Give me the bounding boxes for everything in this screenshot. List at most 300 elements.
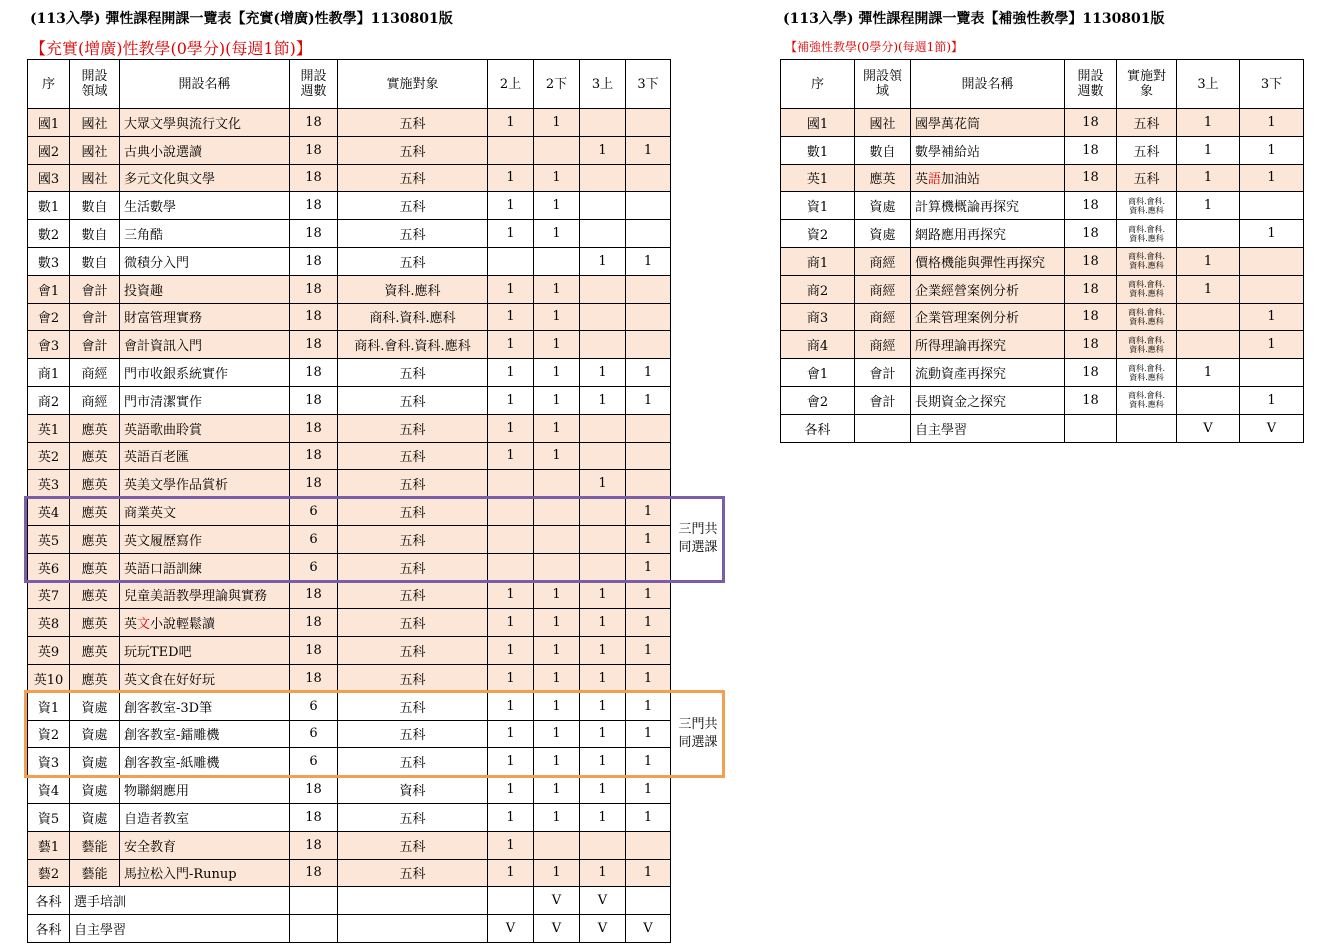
cell-weeks: 6 xyxy=(290,692,338,720)
cell-weeks: 18 xyxy=(290,109,338,137)
cell-weeks: 18 xyxy=(290,220,338,248)
cell-seq: 國3 xyxy=(28,164,70,192)
table-row xyxy=(28,220,671,248)
cell-name: 創客教室-紙雕機 xyxy=(120,748,290,776)
cell-2a: 1 xyxy=(488,637,534,665)
cell-weeks: 6 xyxy=(290,748,338,776)
right-title: (113入學) 彈性課程開課一覽表【補強性教學】1130801版 xyxy=(783,11,1165,27)
cell-2b: 1 xyxy=(534,692,580,720)
header-3a: 3上 xyxy=(1177,60,1240,109)
cell-target: 五科 xyxy=(338,164,488,192)
cell-3a: 1 xyxy=(580,359,626,387)
cell-weeks: 18 xyxy=(290,859,338,887)
cell-name: 流動資產再探究 xyxy=(911,359,1065,387)
cell-weeks: 18 xyxy=(290,331,338,359)
cell-3b: 1 xyxy=(626,498,671,526)
cell-target: 商科.會科. 資科.應科 xyxy=(1117,275,1177,303)
cell-2a xyxy=(488,470,534,498)
cell-3b xyxy=(626,109,671,137)
cell-2b: 1 xyxy=(534,220,580,248)
cell-seq: 數1 xyxy=(781,136,855,164)
cell-target: 五科 xyxy=(338,637,488,665)
table-row xyxy=(781,192,1304,220)
cell-3b: 1 xyxy=(1240,386,1304,414)
left-title: (113入學) 彈性課程開課一覽表【充實(增廣)性教學】1130801版 xyxy=(30,11,453,27)
cell-domain: 數自 xyxy=(70,220,120,248)
cell-name: 價格機能與彈性再探究 xyxy=(911,247,1065,275)
cell-domain: 會計 xyxy=(855,359,911,387)
cell-weeks: 18 xyxy=(290,470,338,498)
cell-3a: V xyxy=(580,887,626,915)
cell-target: 商科.會科. 資科.應科 xyxy=(1117,247,1177,275)
cell-3a xyxy=(580,192,626,220)
cell-seq: 各科 xyxy=(28,887,70,915)
cell-seq: 商2 xyxy=(781,275,855,303)
cell-2a: 1 xyxy=(488,442,534,470)
cell-3a xyxy=(580,303,626,331)
cell-seq: 會3 xyxy=(28,331,70,359)
cell-weeks: 18 xyxy=(1065,136,1117,164)
group-note-purple: 三門共 同選課 xyxy=(678,522,718,556)
header-weeks: 開設 週數 xyxy=(1065,60,1117,109)
cell-name: 多元文化與文學 xyxy=(120,164,290,192)
cell-seq: 商3 xyxy=(781,303,855,331)
table-row xyxy=(28,831,671,859)
table-row xyxy=(28,803,671,831)
cell-2a: 1 xyxy=(488,692,534,720)
cell-domain: 數自 xyxy=(70,192,120,220)
cell-3b: 1 xyxy=(1240,136,1304,164)
cell-3a: 1 xyxy=(1177,247,1240,275)
header-domain: 開設領 域 xyxy=(855,60,911,109)
cell-2a xyxy=(488,887,534,915)
cell-name: 英語百老匯 xyxy=(120,442,290,470)
cell-weeks: 18 xyxy=(290,664,338,692)
cell-domain: 應英 xyxy=(70,609,120,637)
cell-target: 五科 xyxy=(338,192,488,220)
cell-target: 五科 xyxy=(1117,164,1177,192)
cell-3a xyxy=(1177,220,1240,248)
header-weeks: 開設 週數 xyxy=(290,60,338,109)
cell-domain: 應英 xyxy=(70,442,120,470)
cell-target: 五科 xyxy=(338,720,488,748)
cell-name: 微積分入門 xyxy=(120,247,290,275)
cell-weeks: 18 xyxy=(1065,109,1117,137)
cell-domain: 資處 xyxy=(70,720,120,748)
cell-seq: 商1 xyxy=(781,247,855,275)
table-row xyxy=(28,859,671,887)
cell-2b: 1 xyxy=(534,303,580,331)
table-header-row xyxy=(781,60,1304,109)
cell-3a: 1 xyxy=(580,386,626,414)
header-3a: 3上 xyxy=(580,60,626,109)
cell-3b xyxy=(626,164,671,192)
cell-name: 生活數學 xyxy=(120,192,290,220)
cell-3b: 1 xyxy=(626,692,671,720)
table-row xyxy=(781,414,1304,442)
cell-seq: 會2 xyxy=(28,303,70,331)
cell-2b: 1 xyxy=(534,803,580,831)
cell-3a: 1 xyxy=(580,859,626,887)
cell-target: 五科 xyxy=(338,525,488,553)
cell-weeks: 18 xyxy=(290,609,338,637)
cell-weeks: 6 xyxy=(290,720,338,748)
cell-domain: 國社 xyxy=(70,136,120,164)
table-row xyxy=(781,331,1304,359)
cell-target: 五科 xyxy=(338,581,488,609)
cell-3b xyxy=(626,887,671,915)
cell-2b xyxy=(534,247,580,275)
cell-seq: 英1 xyxy=(781,164,855,192)
cell-2b: 1 xyxy=(534,664,580,692)
right-subtitle: 【補強性教學(0學分)(每週1節)】 xyxy=(785,40,963,54)
cell-2b: 1 xyxy=(534,164,580,192)
cell-3a: 1 xyxy=(1177,109,1240,137)
cell-weeks: 18 xyxy=(1065,164,1117,192)
cell-name: 計算機概論再探究 xyxy=(911,192,1065,220)
cell-3b: 1 xyxy=(626,720,671,748)
cell-3a xyxy=(580,220,626,248)
cell-3b xyxy=(626,331,671,359)
header-target: 實施對象 xyxy=(338,60,488,109)
cell-weeks: 18 xyxy=(1065,359,1117,387)
cell-domain: 會計 xyxy=(70,303,120,331)
cell-3a: 1 xyxy=(580,720,626,748)
cell-2b: 1 xyxy=(534,859,580,887)
cell-seq: 英5 xyxy=(28,525,70,553)
cell-name: 投資趣 xyxy=(120,275,290,303)
cell-seq: 各科 xyxy=(781,414,855,442)
cell-domain xyxy=(855,414,911,442)
cell-domain: 應英 xyxy=(855,164,911,192)
cell-3a xyxy=(580,442,626,470)
cell-3b: 1 xyxy=(626,637,671,665)
cell-target: 五科 xyxy=(338,414,488,442)
cell-2a xyxy=(488,247,534,275)
cell-target: 五科 xyxy=(338,692,488,720)
cell-3b: 1 xyxy=(626,803,671,831)
cell-name: 英文食在好好玩 xyxy=(120,664,290,692)
cell-3a: 1 xyxy=(580,470,626,498)
cell-3b: V xyxy=(1240,414,1304,442)
cell-target: 五科 xyxy=(1117,109,1177,137)
cell-3a: 1 xyxy=(580,609,626,637)
table-row xyxy=(28,109,671,137)
cell-name: 商業英文 xyxy=(120,498,290,526)
cell-3b xyxy=(1240,359,1304,387)
cell-seq: 資4 xyxy=(28,776,70,804)
cell-domain: 會計 xyxy=(70,331,120,359)
cell-3a: V xyxy=(580,915,626,943)
cell-2a: 1 xyxy=(488,331,534,359)
cell-domain: 商經 xyxy=(855,247,911,275)
header-2b: 2下 xyxy=(534,60,580,109)
table-row xyxy=(28,664,671,692)
cell-name: 馬拉松入門-Runup xyxy=(120,859,290,887)
cell-target: 五科 xyxy=(338,803,488,831)
cell-domain: 資處 xyxy=(70,692,120,720)
cell-seq: 資2 xyxy=(28,720,70,748)
cell-target: 五科 xyxy=(338,470,488,498)
cell-domain: 國社 xyxy=(70,109,120,137)
cell-name: 英語口語訓練 xyxy=(120,553,290,581)
cell-3b: 1 xyxy=(626,136,671,164)
cell-name: 長期資金之探究 xyxy=(911,386,1065,414)
cell-target: 資科.應科 xyxy=(338,275,488,303)
cell-2a: 1 xyxy=(488,720,534,748)
cell-domain: 藝能 xyxy=(70,831,120,859)
cell-3b: 1 xyxy=(626,359,671,387)
table-row xyxy=(28,414,671,442)
cell-domain: 應英 xyxy=(70,637,120,665)
cell-target: 五科 xyxy=(338,553,488,581)
cell-2b xyxy=(534,470,580,498)
cell-seq: 藝1 xyxy=(28,831,70,859)
cell-name: 英語歌曲聆賞 xyxy=(120,414,290,442)
cell-weeks: 18 xyxy=(1065,386,1117,414)
header-3b: 3下 xyxy=(1240,60,1304,109)
cell-3b: 1 xyxy=(626,859,671,887)
cell-seq: 英2 xyxy=(28,442,70,470)
table-row xyxy=(28,887,671,915)
cell-name: 兒童美語教學理論與實務 xyxy=(120,581,290,609)
purple-group-box xyxy=(24,496,725,583)
cell-target: 五科 xyxy=(338,859,488,887)
cell-2a: 1 xyxy=(488,776,534,804)
cell-target: 五科 xyxy=(338,748,488,776)
cell-3b: 1 xyxy=(626,664,671,692)
cell-name: 英文小說輕鬆讀 xyxy=(120,609,290,637)
cell-3a xyxy=(580,331,626,359)
cell-2b: 1 xyxy=(534,581,580,609)
cell-domain: 商經 xyxy=(855,303,911,331)
remedial-course-table xyxy=(780,59,1304,443)
table-row xyxy=(28,386,671,414)
cell-3a xyxy=(1177,303,1240,331)
table-header-row xyxy=(28,60,671,109)
cell-2b: 1 xyxy=(534,386,580,414)
cell-seq: 英4 xyxy=(28,498,70,526)
cell-weeks: 18 xyxy=(290,303,338,331)
cell-domain: 應英 xyxy=(70,581,120,609)
cell-weeks: 18 xyxy=(1065,331,1117,359)
cell-target: 五科 xyxy=(1117,136,1177,164)
cell-seq: 數2 xyxy=(28,220,70,248)
cell-target: 商科.會科. 資科.應科 xyxy=(1117,359,1177,387)
cell-3b xyxy=(1240,275,1304,303)
cell-3a xyxy=(1177,331,1240,359)
cell-2a: 1 xyxy=(488,831,534,859)
cell-name: 門市收銀系統實作 xyxy=(120,359,290,387)
cell-2b: 1 xyxy=(534,748,580,776)
cell-target xyxy=(338,915,488,943)
cell-3b: 1 xyxy=(626,247,671,275)
cell-name: 英美文學作品賞析 xyxy=(120,470,290,498)
cell-seq: 各科 xyxy=(28,915,70,943)
cell-target: 商科.資科.應科 xyxy=(338,303,488,331)
cell-2a: 1 xyxy=(488,303,534,331)
cell-target: 五科 xyxy=(338,109,488,137)
cell-2a: 1 xyxy=(488,609,534,637)
cell-3b xyxy=(626,220,671,248)
cell-3a: 1 xyxy=(580,692,626,720)
cell-weeks: 6 xyxy=(290,498,338,526)
cell-weeks: 18 xyxy=(290,442,338,470)
cell-seq: 英8 xyxy=(28,609,70,637)
table-row xyxy=(781,359,1304,387)
cell-name: 國學萬花筒 xyxy=(911,109,1065,137)
cell-2a: 1 xyxy=(488,164,534,192)
group-note-orange: 三門共 同選課 xyxy=(678,716,718,750)
cell-seq: 藝2 xyxy=(28,859,70,887)
cell-name: 數學補給站 xyxy=(911,136,1065,164)
cell-seq: 商1 xyxy=(28,359,70,387)
cell-3a: 1 xyxy=(580,136,626,164)
cell-3b: 1 xyxy=(1240,109,1304,137)
cell-3b xyxy=(626,192,671,220)
cell-domain: 數自 xyxy=(855,136,911,164)
cell-3a: 1 xyxy=(1177,275,1240,303)
table-row xyxy=(28,331,671,359)
cell-seq: 資1 xyxy=(28,692,70,720)
cell-3b xyxy=(1240,247,1304,275)
cell-2b: 1 xyxy=(534,414,580,442)
table-row xyxy=(28,247,671,275)
table-row xyxy=(781,136,1304,164)
cell-domain: 應英 xyxy=(70,470,120,498)
cell-2a: 1 xyxy=(488,275,534,303)
header-seq: 序 xyxy=(781,60,855,109)
table-row xyxy=(28,359,671,387)
cell-3b: 1 xyxy=(626,553,671,581)
cell-domain: 數自 xyxy=(70,247,120,275)
cell-target: 五科 xyxy=(338,664,488,692)
cell-name: 物聯網應用 xyxy=(120,776,290,804)
cell-seq: 英9 xyxy=(28,637,70,665)
cell-3a: 1 xyxy=(1177,164,1240,192)
cell-seq: 英1 xyxy=(28,414,70,442)
cell-weeks: 18 xyxy=(1065,275,1117,303)
cell-name: 自造者教室 xyxy=(120,803,290,831)
header-target: 實施對 象 xyxy=(1117,60,1177,109)
cell-weeks: 18 xyxy=(290,136,338,164)
cell-2b: 1 xyxy=(534,109,580,137)
cell-3b: 1 xyxy=(1240,303,1304,331)
cell-seq: 資1 xyxy=(781,192,855,220)
cell-weeks: 18 xyxy=(290,386,338,414)
cell-target: 五科 xyxy=(338,136,488,164)
cell-3b xyxy=(626,303,671,331)
cell-name: 財富管理實務 xyxy=(120,303,290,331)
cell-domain: 資處 xyxy=(70,748,120,776)
cell-2a: 1 xyxy=(488,414,534,442)
cell-3b xyxy=(626,414,671,442)
cell-target: 商科.會科. 資科.應科 xyxy=(1117,331,1177,359)
cell-3a xyxy=(580,414,626,442)
cell-2b: V xyxy=(534,915,580,943)
table-row xyxy=(28,470,671,498)
cell-target: 五科 xyxy=(338,247,488,275)
cell-name: 自主學習 xyxy=(70,915,290,943)
header-domain: 開設 領域 xyxy=(70,60,120,109)
cell-target: 五科 xyxy=(338,386,488,414)
cell-3a: 1 xyxy=(580,247,626,275)
cell-3a xyxy=(1177,386,1240,414)
cell-target: 資科 xyxy=(338,776,488,804)
cell-3b: 1 xyxy=(626,748,671,776)
cell-weeks: 18 xyxy=(1065,247,1117,275)
cell-domain: 應英 xyxy=(70,525,120,553)
table-row xyxy=(28,637,671,665)
cell-domain: 藝能 xyxy=(70,859,120,887)
cell-weeks: 18 xyxy=(290,359,338,387)
cell-target: 商科.會科. 資科.應科 xyxy=(1117,303,1177,331)
cell-weeks: 18 xyxy=(290,581,338,609)
cell-name: 英文履歷寫作 xyxy=(120,525,290,553)
cell-weeks xyxy=(290,887,338,915)
cell-domain: 應英 xyxy=(70,498,120,526)
cell-2a: 1 xyxy=(488,192,534,220)
cell-name: 三角酷 xyxy=(120,220,290,248)
cell-2b xyxy=(534,831,580,859)
cell-domain: 應英 xyxy=(70,414,120,442)
table-row xyxy=(28,442,671,470)
cell-target: 商科.會科.資科.應科 xyxy=(338,331,488,359)
cell-target xyxy=(1117,414,1177,442)
table-row xyxy=(781,247,1304,275)
table-row xyxy=(28,136,671,164)
cell-3b: 1 xyxy=(626,386,671,414)
cell-3a xyxy=(580,275,626,303)
cell-domain: 應英 xyxy=(70,664,120,692)
cell-target xyxy=(338,887,488,915)
cell-2a: 1 xyxy=(488,748,534,776)
cell-name: 所得理論再探究 xyxy=(911,331,1065,359)
table-row xyxy=(28,164,671,192)
cell-seq: 英10 xyxy=(28,664,70,692)
header-seq: 序 xyxy=(28,60,70,109)
table-row xyxy=(781,386,1304,414)
cell-seq: 會1 xyxy=(781,359,855,387)
cell-seq: 數3 xyxy=(28,247,70,275)
cell-2a: 1 xyxy=(488,803,534,831)
cell-2a: 1 xyxy=(488,664,534,692)
cell-3b: 1 xyxy=(626,581,671,609)
cell-name: 創客教室-3D筆 xyxy=(120,692,290,720)
cell-name: 會計資訊入門 xyxy=(120,331,290,359)
cell-seq: 商2 xyxy=(28,386,70,414)
cell-name: 玩玩TED吧 xyxy=(120,637,290,665)
cell-domain: 資處 xyxy=(70,776,120,804)
cell-seq: 資3 xyxy=(28,748,70,776)
cell-3a: 1 xyxy=(580,581,626,609)
orange-group-box xyxy=(24,690,725,777)
cell-3b xyxy=(626,442,671,470)
cell-weeks xyxy=(1065,414,1117,442)
cell-seq: 英7 xyxy=(28,581,70,609)
cell-target: 商科.會科. 資科.應科 xyxy=(1117,220,1177,248)
cell-domain: 商經 xyxy=(855,331,911,359)
table-row xyxy=(781,109,1304,137)
cell-2b: 1 xyxy=(534,776,580,804)
cell-2a: 1 xyxy=(488,859,534,887)
cell-2a: 1 xyxy=(488,220,534,248)
cell-domain: 商經 xyxy=(70,359,120,387)
cell-3b xyxy=(626,831,671,859)
cell-3a: 1 xyxy=(1177,359,1240,387)
cell-3a xyxy=(580,109,626,137)
cell-target: 五科 xyxy=(338,831,488,859)
